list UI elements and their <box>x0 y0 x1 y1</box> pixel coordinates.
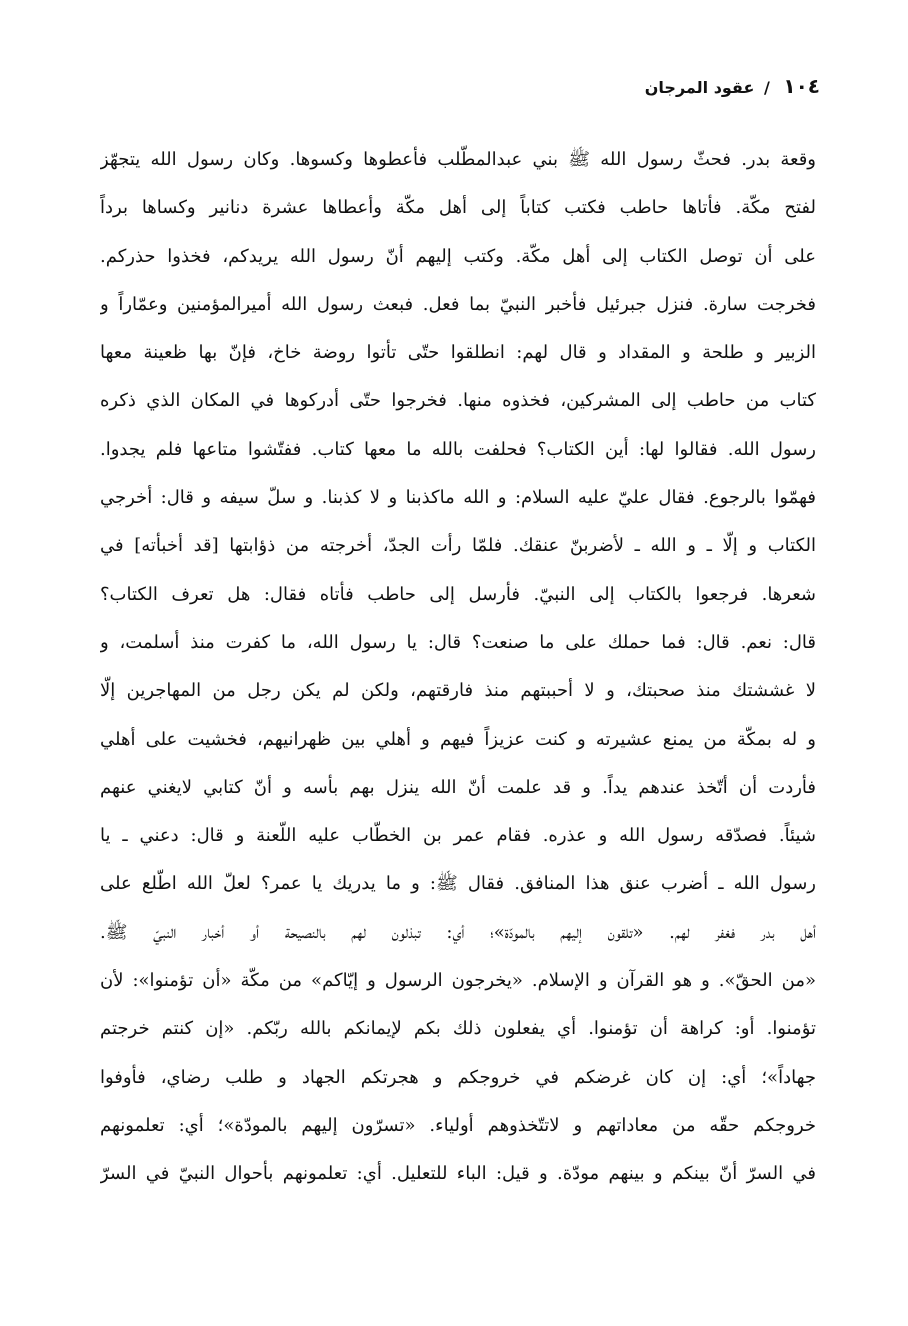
text-line: «من الحقّ». و هو القرآن و الإسلام. «يخرجون الرسول و إيّاكم» من مكّة «أن تؤمنوا»: لأن <box>100 970 816 992</box>
text-line: لفتح مكّة. فأتاها حاطب فكتب كتاباً إلى أهل مكّة وأعطاها عشرة دنانير وكساها برداً <box>100 197 816 219</box>
text-line: جهاداً»؛ أي: إن كان غرضكم في خروجكم و هجرتكم الجهاد و طلب رضاي، فأوفوا <box>100 1066 816 1088</box>
text-line: فهمّوا بالرجوع. فقال عليّ عليه السلام: و الله ماكذبنا و لا كذبنا. و سلّ سيفه و قال: أخرجي <box>100 487 816 509</box>
text-line: وقعة بدر. فحثّ رسول الله ﷺ بني عبدالمطّلب فأعطوها وكسوها. وكان رسول الله يتجهّز <box>100 149 816 170</box>
text-line: في السرّ أنّ بينكم و بينهم مودّة. و قيل: الباء للتعليل. أي: تعلمونهم بأحوال النبيّ في السرّ <box>100 1163 816 1185</box>
text-line: الكتاب و إلّا ـ و الله ـ لأضربنّ عنقك. فلمّا رأت الجدّ، أخرجته من ذؤابتها [قد أخبأته] في <box>100 535 816 557</box>
text-line: قال: نعم. قال: فما حملك على ما صنعت؟ قال: يا رسول الله، ما كفرت منذ أسلمت، و <box>100 631 816 653</box>
text-line: خروجكم حقّه من معاداتهم و لاتتّخذوهم أولياء. «تسرّون إليهم بالمودّة»؛ أي: تعلمونهم <box>100 1114 816 1136</box>
text-line: على أن توصل الكتاب إلى أهل مكّة. وكتب إليهم أنّ رسول الله يريدكم، فخذوا حذركم. <box>100 245 816 267</box>
header-separator: / <box>763 78 770 97</box>
text-line: شيئاً. فصدّقه رسول الله و عذره. فقام عمر بن الخطّاب عليه اللّعنة و قال: دعني ـ يا <box>100 825 816 847</box>
text-line: رسول الله. فقالوا لها: أين الكتاب؟ فحلفت بالله ما معها كتاب. ففتّشوا متاعها فلم يجدوا. <box>100 438 816 460</box>
running-header <box>645 74 820 98</box>
text-line: الزبير و طلحة و المقداد و قال لهم: انطلقوا حتّى تأتوا روضة خاخ، فإنّ بها ظعينة معها <box>100 342 816 364</box>
text-line: تؤمنوا. أو: كراهة أن تؤمنوا. أي يفعلون ذلك بكم لإيمانكم بالله ربّكم. «إن كنتم خرجتم <box>100 1018 816 1040</box>
text-line: أهل بدر فغفر لهم. «تلقون إليهم بالمودّة»؛ أي: تبذلون لهم بالنصيحة أو أخبار النبيّ ﷺ. <box>100 921 816 943</box>
book-title: عقود المرجان <box>644 78 755 97</box>
body-text <box>100 136 816 1199</box>
text-line: رسول الله ـ أضرب عنق هذا المنافق. فقال ﷺ: و ما يدريك يا عمر؟ لعلّ الله اطّلع على <box>100 873 816 895</box>
page-number: ١٠٤ <box>783 74 820 98</box>
text-line: شعرها. فرجعوا بالكتاب إلى النبيّ. فأرسل إلى حاطب فأتاه فقال: هل تعرف الكتاب؟ <box>100 583 816 605</box>
text-line: كتاب من حاطب إلى المشركين، فخذوه منها. فخرجوا حتّى أدركوها في المكان الذي ذكره <box>100 390 816 412</box>
text-line: لا غششتك منذ صحبتك، و لا أحببتهم منذ فارقتهم، ولكن لم يكن رجل من المهاجرين إلّا <box>100 680 816 702</box>
text-line: فأردت أن أتّخذ عندهم يداً. و قد علمت أنّ الله ينزل بهم بأسه و أنّ كتابي لايغني عنهم <box>100 776 816 798</box>
text-line: و له بمكّة من يمنع عشيرته و كنت عزيزاً فيهم و أهلي بين ظهرانيهم، فخشيت على أهلي <box>100 728 816 750</box>
text-line: فخرجت سارة. فنزل جبرئيل فأخبر النبيّ بما فعل. فبعث رسول الله أميرالمؤمنين وعمّاراً و <box>100 293 816 315</box>
